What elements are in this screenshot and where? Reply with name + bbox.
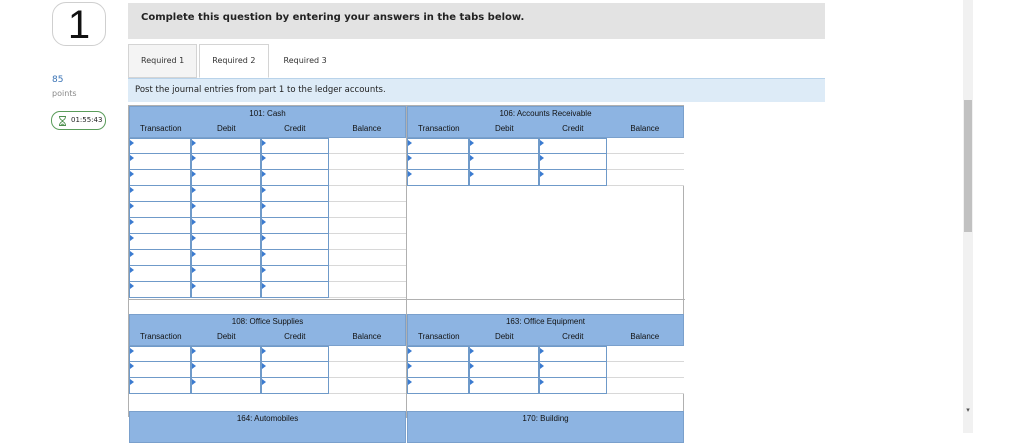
col-debit: Debit <box>494 124 514 133</box>
timer-text: 01:55:43 <box>71 116 103 124</box>
scroll-down-icon[interactable]: ▾ <box>966 406 970 414</box>
account-header <box>407 314 684 346</box>
transaction-input[interactable] <box>129 138 191 154</box>
credit-input[interactable] <box>539 378 607 394</box>
debit-input[interactable] <box>191 346 261 362</box>
debit-input[interactable] <box>469 378 539 394</box>
credit-input[interactable] <box>539 138 607 154</box>
dropdown-marker-icon <box>408 155 412 161</box>
points-value: 85 <box>52 75 64 85</box>
balance-cell <box>329 282 406 298</box>
account-header <box>129 106 406 138</box>
credit-input[interactable] <box>261 154 329 170</box>
credit-input[interactable] <box>261 138 329 154</box>
dropdown-marker-icon <box>192 283 196 289</box>
col-credit: Credit <box>284 124 306 133</box>
tab-required-1[interactable]: Required 1 <box>128 44 197 78</box>
question-number: 1 <box>52 2 106 46</box>
debit-input[interactable] <box>191 282 261 298</box>
debit-input[interactable] <box>191 202 261 218</box>
account-title: 106: Accounts Receivable <box>499 109 592 118</box>
account-header <box>407 411 684 443</box>
transaction-input[interactable] <box>129 154 191 170</box>
ledger-row <box>129 170 406 186</box>
dropdown-marker-icon <box>130 251 134 257</box>
balance-cell <box>329 154 406 170</box>
dropdown-marker-icon <box>192 251 196 257</box>
col-balance: Balance <box>352 124 382 133</box>
dropdown-marker-icon <box>262 363 266 369</box>
col-credit: Credit <box>284 332 306 341</box>
balance-cell <box>329 218 406 234</box>
account-title: 163: Office Equipment <box>505 317 585 326</box>
ledger-row <box>407 170 684 186</box>
ledger-row <box>407 362 684 378</box>
balance-cell <box>329 346 406 362</box>
col-balance: Balance <box>630 332 660 341</box>
col-balance: Balance <box>352 332 382 341</box>
dropdown-marker-icon <box>470 348 474 354</box>
dropdown-marker-icon <box>540 171 544 177</box>
dropdown-marker-icon <box>470 363 474 369</box>
ledger-row <box>407 346 684 362</box>
balance-cell <box>329 234 406 250</box>
transaction-input[interactable] <box>407 138 469 154</box>
ledger-row <box>129 346 406 362</box>
credit-input[interactable] <box>261 346 329 362</box>
balance-cell <box>329 186 406 202</box>
credit-input[interactable] <box>261 170 329 186</box>
balance-cell <box>607 154 684 170</box>
dropdown-marker-icon <box>130 363 134 369</box>
transaction-input[interactable] <box>129 250 191 266</box>
dropdown-marker-icon <box>262 171 266 177</box>
dropdown-marker-icon <box>262 203 266 209</box>
col-credit: Credit <box>562 332 584 341</box>
dropdown-marker-icon <box>408 348 412 354</box>
ledger-grid <box>128 105 684 423</box>
credit-input[interactable] <box>261 250 329 266</box>
dropdown-marker-icon <box>262 140 266 146</box>
ledger-row <box>407 138 684 154</box>
debit-input[interactable] <box>469 346 539 362</box>
dropdown-marker-icon <box>408 171 412 177</box>
ledger-row <box>129 138 406 154</box>
balance-cell <box>607 170 684 186</box>
transaction-input[interactable] <box>407 154 469 170</box>
ledger-rows <box>407 346 684 394</box>
ledger-row <box>129 266 406 282</box>
debit-input[interactable] <box>191 362 261 378</box>
dropdown-marker-icon <box>192 348 196 354</box>
dropdown-marker-icon <box>262 267 266 273</box>
transaction-input[interactable] <box>407 362 469 378</box>
balance-cell <box>607 378 684 394</box>
balance-cell <box>329 138 406 154</box>
ledger-row <box>129 186 406 202</box>
credit-input[interactable] <box>261 202 329 218</box>
transaction-input[interactable] <box>129 170 191 186</box>
points-label: points <box>52 89 77 98</box>
transaction-input[interactable] <box>129 234 191 250</box>
credit-input[interactable] <box>261 362 329 378</box>
tab-required-3[interactable]: Required 3 <box>271 44 340 78</box>
ledger-account <box>129 411 406 443</box>
credit-input[interactable] <box>261 218 329 234</box>
balance-cell <box>607 138 684 154</box>
dropdown-marker-icon <box>470 171 474 177</box>
col-debit: Debit <box>216 332 236 341</box>
debit-input[interactable] <box>469 362 539 378</box>
dropdown-marker-icon <box>192 140 196 146</box>
tab-required-2[interactable]: Required 2 <box>199 44 268 78</box>
dropdown-marker-icon <box>192 363 196 369</box>
transaction-input[interactable] <box>129 378 191 394</box>
transaction-input[interactable] <box>407 346 469 362</box>
dropdown-marker-icon <box>130 219 134 225</box>
prompt-bar: Post the journal entries from part 1 to the ledger accounts. <box>128 78 825 102</box>
dropdown-marker-icon <box>130 235 134 241</box>
instruction-bar: Complete this question by entering your answers in the tabs below. <box>128 3 825 39</box>
dropdown-marker-icon <box>262 379 266 385</box>
account-title: 101: Cash <box>249 109 286 118</box>
dropdown-marker-icon <box>130 155 134 161</box>
dropdown-marker-icon <box>130 171 134 177</box>
balance-cell <box>329 202 406 218</box>
col-transaction: Transaction <box>140 124 182 133</box>
dropdown-marker-icon <box>130 203 134 209</box>
balance-cell <box>329 266 406 282</box>
credit-input[interactable] <box>539 346 607 362</box>
ledger-row <box>129 250 406 266</box>
dropdown-marker-icon <box>540 348 544 354</box>
dropdown-marker-icon <box>192 267 196 273</box>
col-debit: Debit <box>494 332 514 341</box>
dropdown-marker-icon <box>192 171 196 177</box>
credit-input[interactable] <box>539 170 607 186</box>
column-headers <box>408 122 683 136</box>
dropdown-marker-icon <box>192 155 196 161</box>
dropdown-marker-icon <box>262 235 266 241</box>
credit-input[interactable] <box>261 282 329 298</box>
ledger-row <box>407 378 684 394</box>
ledger-rows <box>407 138 684 186</box>
credit-input[interactable] <box>539 154 607 170</box>
dropdown-marker-icon <box>192 219 196 225</box>
dropdown-marker-icon <box>408 140 412 146</box>
ledger-rows <box>129 138 406 298</box>
ledger-row <box>129 282 406 298</box>
col-transaction: Transaction <box>140 332 182 341</box>
tab-bar <box>128 44 342 78</box>
transaction-input[interactable] <box>407 378 469 394</box>
dropdown-marker-icon <box>192 235 196 241</box>
credit-input[interactable] <box>261 234 329 250</box>
account-title: 170: Building <box>522 414 569 423</box>
dropdown-marker-icon <box>540 140 544 146</box>
debit-input[interactable] <box>191 138 261 154</box>
dropdown-marker-icon <box>130 283 134 289</box>
ledger-row <box>129 154 406 170</box>
transaction-input[interactable] <box>129 266 191 282</box>
debit-input[interactable] <box>191 186 261 202</box>
dropdown-marker-icon <box>262 348 266 354</box>
account-title: 164: Automobiles <box>236 414 299 423</box>
balance-cell <box>329 170 406 186</box>
ledger-account <box>129 314 406 394</box>
dropdown-marker-icon <box>262 219 266 225</box>
col-transaction: Transaction <box>418 124 460 133</box>
col-transaction: Transaction <box>418 332 460 341</box>
transaction-input[interactable] <box>129 346 191 362</box>
dropdown-marker-icon <box>470 140 474 146</box>
balance-cell <box>329 378 406 394</box>
dropdown-marker-icon <box>130 140 134 146</box>
scrollbar-thumb[interactable] <box>964 100 972 232</box>
col-credit: Credit <box>562 124 584 133</box>
hourglass-icon <box>58 116 67 126</box>
account-header <box>129 314 406 346</box>
dropdown-marker-icon <box>192 187 196 193</box>
balance-cell <box>329 250 406 266</box>
ledger-row <box>129 378 406 394</box>
balance-cell <box>607 346 684 362</box>
ledger-divider <box>129 299 685 300</box>
debit-input[interactable] <box>191 266 261 282</box>
dropdown-marker-icon <box>408 379 412 385</box>
debit-input[interactable] <box>469 154 539 170</box>
ledger-row <box>129 218 406 234</box>
column-headers <box>130 330 405 344</box>
dropdown-marker-icon <box>408 363 412 369</box>
dropdown-marker-icon <box>540 363 544 369</box>
dropdown-marker-icon <box>192 379 196 385</box>
transaction-input[interactable] <box>129 362 191 378</box>
transaction-input[interactable] <box>129 282 191 298</box>
dropdown-marker-icon <box>130 267 134 273</box>
credit-input[interactable] <box>261 266 329 282</box>
transaction-input[interactable] <box>129 218 191 234</box>
dropdown-marker-icon <box>262 251 266 257</box>
dropdown-marker-icon <box>262 283 266 289</box>
account-header <box>407 106 684 138</box>
balance-cell <box>329 362 406 378</box>
debit-input[interactable] <box>469 170 539 186</box>
dropdown-marker-icon <box>470 155 474 161</box>
account-title: 108: Office Supplies <box>231 317 304 326</box>
ledger-row <box>129 362 406 378</box>
credit-input[interactable] <box>261 186 329 202</box>
ledger-account <box>407 106 684 186</box>
debit-input[interactable] <box>191 170 261 186</box>
dropdown-marker-icon <box>470 379 474 385</box>
dropdown-marker-icon <box>540 155 544 161</box>
credit-input[interactable] <box>539 362 607 378</box>
debit-input[interactable] <box>191 250 261 266</box>
debit-input[interactable] <box>191 378 261 394</box>
ledger-account <box>407 314 684 394</box>
col-debit: Debit <box>216 124 236 133</box>
debit-input[interactable] <box>191 218 261 234</box>
transaction-input[interactable] <box>129 186 191 202</box>
account-header <box>129 411 406 443</box>
ledger-row <box>407 154 684 170</box>
transaction-input[interactable] <box>129 202 191 218</box>
ledger-rows <box>129 346 406 394</box>
dropdown-marker-icon <box>262 155 266 161</box>
ledger-account <box>129 106 406 298</box>
timer-badge[interactable] <box>51 111 106 130</box>
debit-input[interactable] <box>191 154 261 170</box>
dropdown-marker-icon <box>262 187 266 193</box>
debit-input[interactable] <box>469 138 539 154</box>
dropdown-marker-icon <box>130 379 134 385</box>
column-headers <box>130 122 405 136</box>
ledger-row <box>129 202 406 218</box>
debit-input[interactable] <box>191 234 261 250</box>
dropdown-marker-icon <box>130 187 134 193</box>
ledger-row <box>129 234 406 250</box>
dropdown-marker-icon <box>130 348 134 354</box>
col-balance: Balance <box>630 124 660 133</box>
credit-input[interactable] <box>261 378 329 394</box>
column-headers <box>408 330 683 344</box>
ledger-account <box>407 411 684 443</box>
balance-cell <box>607 362 684 378</box>
dropdown-marker-icon <box>192 203 196 209</box>
dropdown-marker-icon <box>540 379 544 385</box>
transaction-input[interactable] <box>407 170 469 186</box>
